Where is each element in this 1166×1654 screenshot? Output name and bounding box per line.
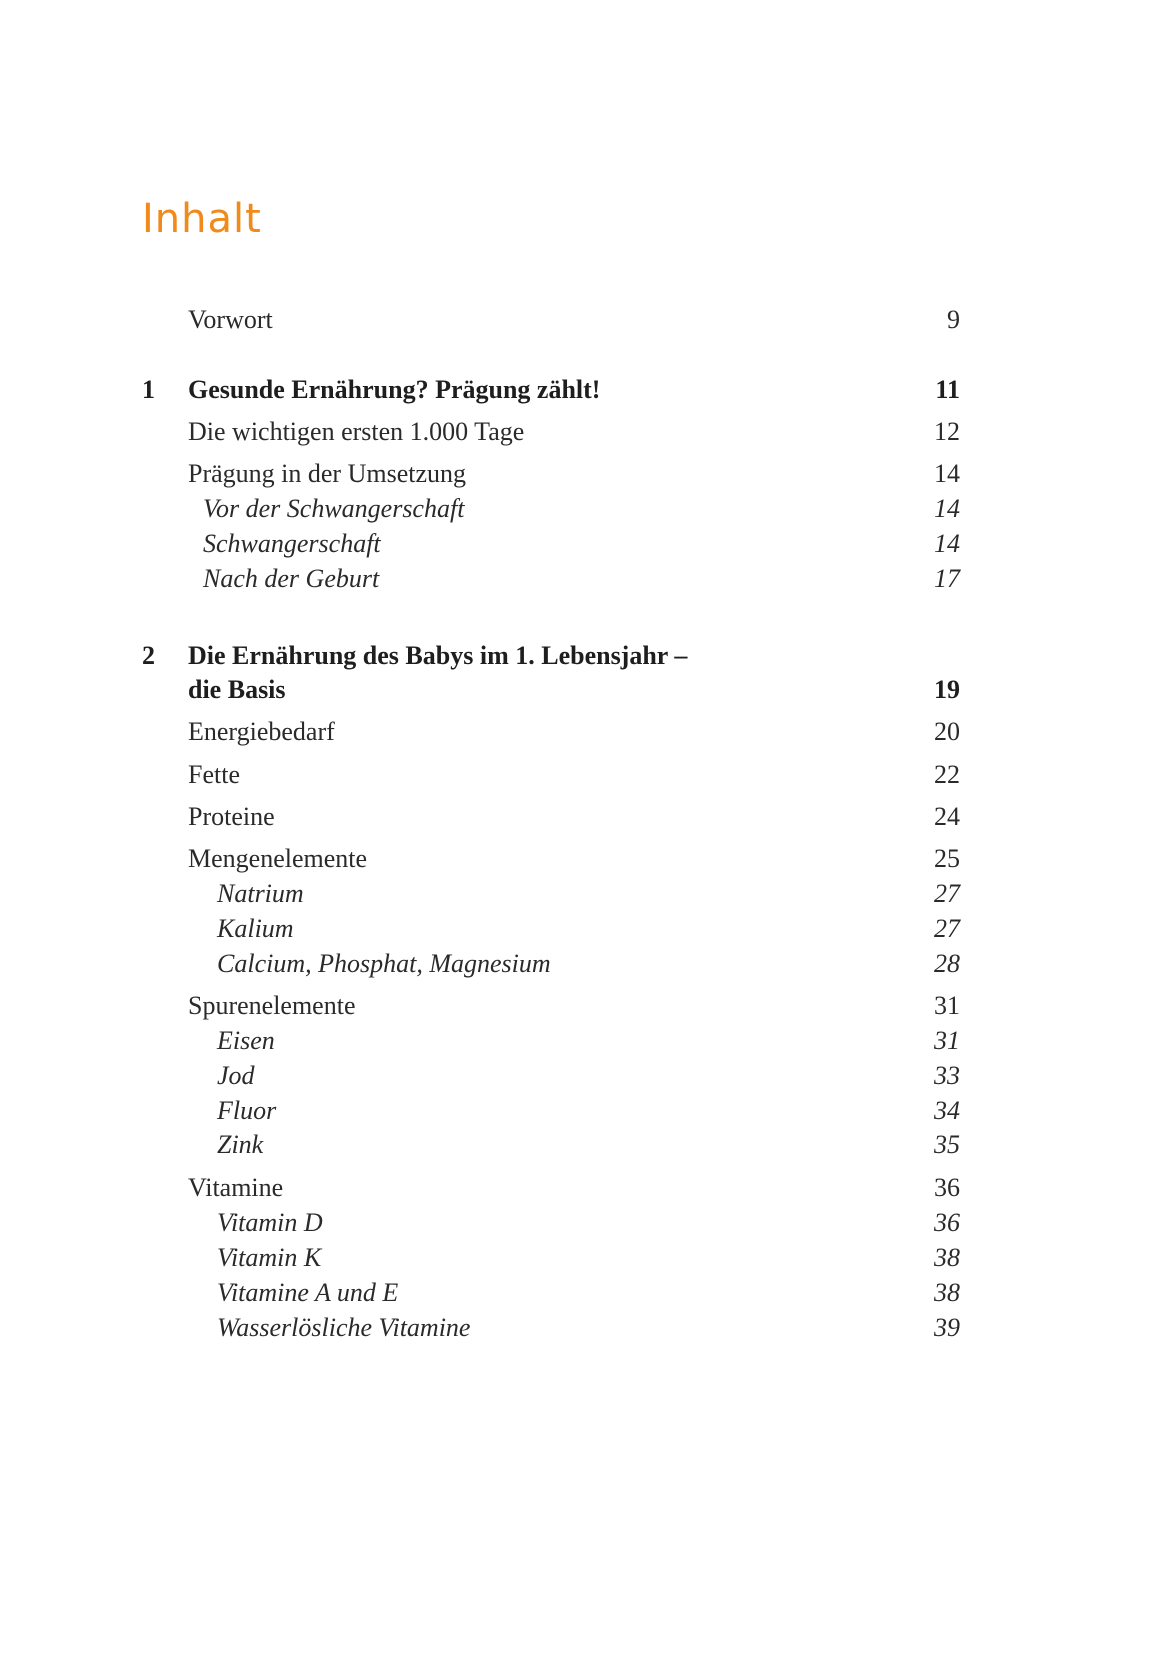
entry-title: Vitamine bbox=[188, 1173, 284, 1202]
chapter-page: 11 bbox=[935, 375, 960, 404]
subentry-title: Calcium, Phosphat, Magnesium bbox=[217, 949, 551, 978]
chapter-page: 19 bbox=[934, 675, 960, 704]
subentry-title: Vitamine A und E bbox=[217, 1278, 399, 1307]
subentry-page: 35 bbox=[934, 1130, 960, 1159]
entry-page: 20 bbox=[934, 717, 960, 746]
subentry-page: 27 bbox=[934, 879, 960, 908]
subentry-title: Natrium bbox=[217, 879, 304, 908]
subentry-title: Zink bbox=[217, 1130, 264, 1159]
subentry-page: 28 bbox=[934, 949, 960, 978]
entry-title: Proteine bbox=[188, 802, 275, 831]
entry-page: 31 bbox=[934, 991, 960, 1020]
subentry-title: Vitamin K bbox=[217, 1243, 322, 1272]
chapter-title: Die Ernährung des Babys im 1. Lebensjahr – bbox=[188, 641, 688, 670]
subentry-page: 34 bbox=[934, 1096, 960, 1125]
entry-page: 25 bbox=[934, 844, 960, 873]
entry-page: 12 bbox=[934, 417, 960, 446]
subentry-page: 38 bbox=[934, 1278, 960, 1307]
subentry-title: Nach der Geburt bbox=[203, 564, 380, 593]
subentry-page: 36 bbox=[934, 1208, 960, 1237]
chapter-number: 2 bbox=[142, 641, 155, 670]
subentry-title: Schwangerschaft bbox=[203, 529, 381, 558]
subentry-page: 33 bbox=[934, 1061, 960, 1090]
subentry-page: 14 bbox=[934, 529, 960, 558]
subentry-page: 14 bbox=[934, 494, 960, 523]
entry-title: Spurenelemente bbox=[188, 991, 356, 1020]
toc-heading: Inhalt bbox=[142, 196, 262, 242]
entry-title: Mengenelemente bbox=[188, 844, 368, 873]
entry-page: 24 bbox=[934, 802, 960, 831]
subentry-title: Vitamin D bbox=[217, 1208, 323, 1237]
entry-page: 36 bbox=[934, 1173, 960, 1202]
subentry-title: Vor der Schwangerschaft bbox=[203, 494, 465, 523]
entry-title: Energiebedarf bbox=[188, 717, 335, 746]
subentry-title: Eisen bbox=[217, 1026, 275, 1055]
subentry-page: 31 bbox=[934, 1026, 960, 1055]
chapter-title: Gesunde Ernährung? Prägung zählt! bbox=[188, 375, 601, 404]
entry-page: 22 bbox=[934, 760, 960, 789]
subentry-title: Kalium bbox=[217, 914, 294, 943]
subentry-page: 27 bbox=[934, 914, 960, 943]
entry-title: Vorwort bbox=[188, 305, 273, 334]
subentry-title: Wasserlösliche Vitamine bbox=[217, 1313, 471, 1342]
entry-title: Die wichtigen ersten 1.000 Tage bbox=[188, 417, 525, 446]
entry-title: Prägung in der Umsetzung bbox=[188, 459, 467, 488]
chapter-number: 1 bbox=[142, 375, 155, 404]
subentry-page: 17 bbox=[934, 564, 960, 593]
chapter-title: die Basis bbox=[188, 675, 286, 704]
entry-page: 9 bbox=[947, 305, 960, 334]
subentry-title: Fluor bbox=[217, 1096, 277, 1125]
entry-title: Fette bbox=[188, 760, 240, 789]
subentry-page: 38 bbox=[934, 1243, 960, 1272]
subentry-page: 39 bbox=[934, 1313, 960, 1342]
entry-page: 14 bbox=[934, 459, 960, 488]
subentry-title: Jod bbox=[217, 1061, 255, 1090]
